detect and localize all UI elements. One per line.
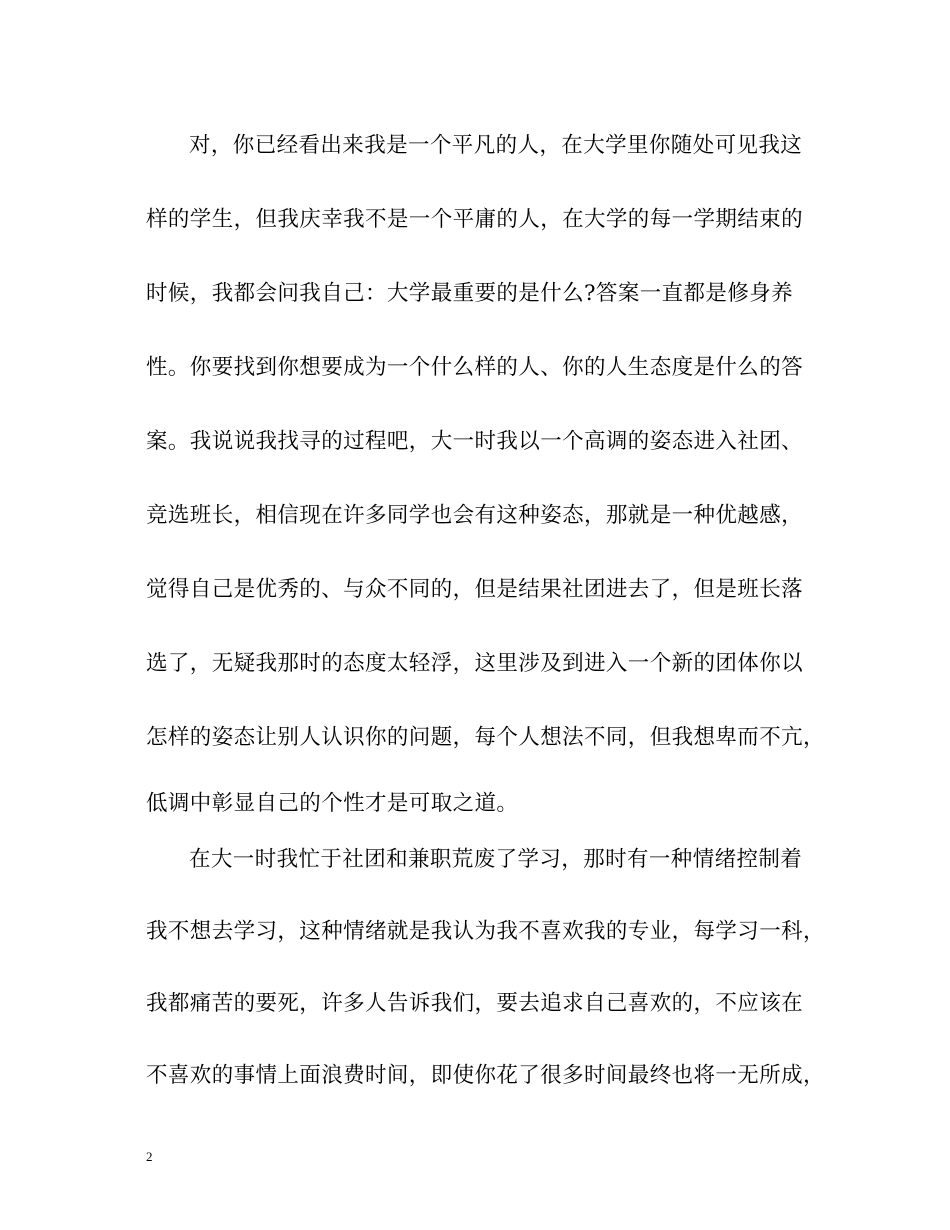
paragraph-1-line-6: 竞选班长，相信现在许多同学也会有这种姿态，那就是一种优越感，: [146, 503, 804, 528]
paragraph-1-line-5: 案。我说说我找寻的过程吧，大一时我以一个高调的姿态进入社团、: [146, 429, 804, 454]
page-number: 2: [146, 1149, 153, 1164]
paragraph-1-line-8: 选了，无疑我那时的态度太轻浮，这里涉及到进入一个新的团体你以: [146, 651, 804, 676]
paragraph-1-line-7: 觉得自己是优秀的、与众不同的，但是结果社团进去了，但是班长落: [146, 577, 804, 602]
paragraph-2-line-1: 在大一时我忙于社团和兼职荒废了学习，那时有一种情绪控制着: [189, 847, 803, 872]
paragraph-1-line-9: 怎样的姿态让别人认识你的问题，每个人想法不同，但我想卑而不亢，: [146, 725, 825, 750]
paragraph-1-line-1: 对，你已经看出来我是一个平凡的人，在大学里你随处可见我这: [189, 133, 803, 158]
paragraph-2-line-4: 不喜欢的事情上面浪费时间，即使你花了很多时间最终也将一无所成，: [146, 1063, 825, 1088]
paragraph-2-line-3: 我都痛苦的要死，许多人告诉我们，要去追求自己喜欢的，不应该在: [146, 991, 804, 1016]
paragraph-1-line-10: 低调中彰显自己的个性才是可取之道。: [146, 791, 519, 816]
paragraph-1-line-3: 时候，我都会问我自己：大学最重要的是什么?答案一直都是修身养: [146, 281, 794, 306]
paragraph-1-line-4: 性。你要找到你想要成为一个什么样的人、你的人生态度是什么的答: [146, 355, 804, 380]
paragraph-1-line-2: 样的学生，但我庆幸我不是一个平庸的人，在大学的每一学期结束的: [146, 207, 804, 232]
paragraph-2-line-2: 我不想去学习，这种情绪就是我认为我不喜欢我的专业，每学习一科，: [146, 919, 825, 944]
